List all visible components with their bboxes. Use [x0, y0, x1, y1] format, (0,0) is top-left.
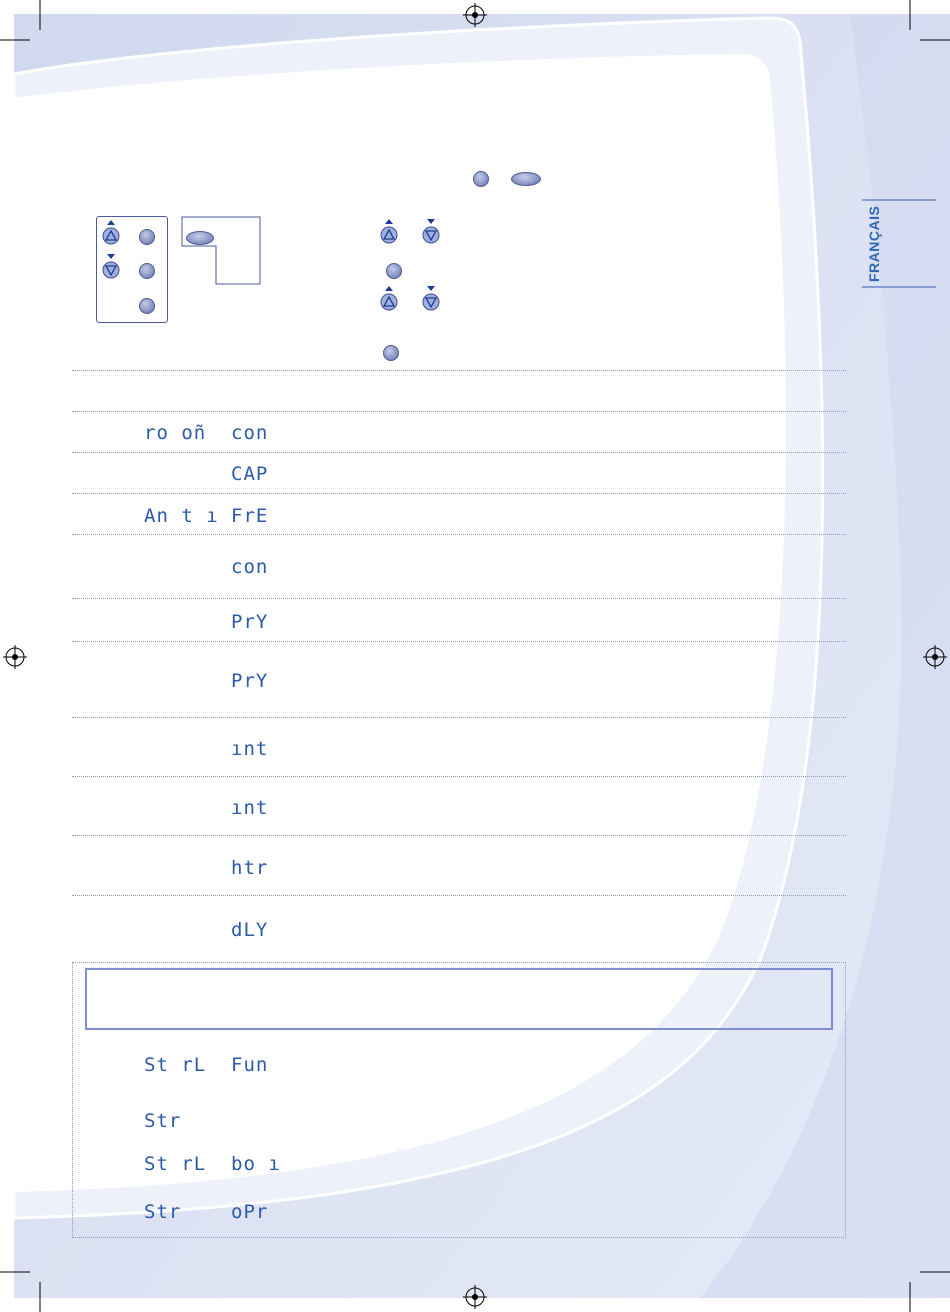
- display-code-right: con: [231, 422, 269, 444]
- round-button-icon: [139, 298, 155, 314]
- display-code-right: PrY: [231, 611, 269, 633]
- display-code-right: htr: [231, 857, 269, 879]
- display-code-right: PrY: [231, 670, 269, 692]
- up-arrow-button-icon: [101, 220, 121, 246]
- display-code-right: ınt: [231, 738, 269, 760]
- display-code-left: Str: [144, 1110, 182, 1132]
- row-divider: [72, 598, 846, 599]
- round-button-icon: [386, 263, 402, 279]
- display-code-right: con: [231, 556, 269, 578]
- row-divider: [72, 641, 846, 642]
- row-divider: [72, 717, 846, 718]
- up-arrow-button-icon: [379, 219, 399, 245]
- display-code-left: St rL: [144, 1054, 207, 1076]
- remote-side-panel: [181, 216, 263, 286]
- display-code-left: St rL: [144, 1153, 207, 1175]
- display-code-right: FrE: [231, 505, 269, 527]
- down-arrow-button-icon: [421, 219, 441, 245]
- display-code-right: oPr: [231, 1201, 269, 1223]
- display-code-right: ınt: [231, 797, 269, 819]
- round-button-icon: [473, 171, 489, 187]
- row-divider: [72, 452, 846, 453]
- round-button-icon: [383, 345, 399, 361]
- down-arrow-button-icon: [421, 286, 441, 312]
- display-code-left: Str: [144, 1201, 182, 1223]
- row-divider: [72, 370, 846, 371]
- up-arrow-button-icon: [379, 286, 399, 312]
- row-divider: [72, 411, 846, 412]
- language-tab-label: FRANÇAIS: [866, 205, 882, 282]
- display-code-right: Fun: [231, 1054, 269, 1076]
- display-code-left: An t ı: [144, 505, 219, 527]
- display-code-right: CAP: [231, 463, 269, 485]
- row-divider: [72, 895, 846, 896]
- language-tab: [862, 204, 890, 284]
- oval-button-icon: [511, 172, 541, 186]
- down-arrow-button-icon: [101, 254, 121, 280]
- display-code-right: bo ı: [231, 1153, 281, 1175]
- row-divider: [72, 534, 846, 535]
- note-box: [85, 968, 833, 1030]
- row-divider: [72, 493, 846, 494]
- display-code-right: dLY: [231, 919, 269, 941]
- row-divider: [72, 776, 846, 777]
- round-button-icon: [139, 263, 155, 279]
- row-divider: [72, 835, 846, 836]
- display-code-left: ro oñ: [144, 422, 207, 444]
- round-button-icon: [139, 229, 155, 245]
- oval-button-icon: [186, 231, 214, 245]
